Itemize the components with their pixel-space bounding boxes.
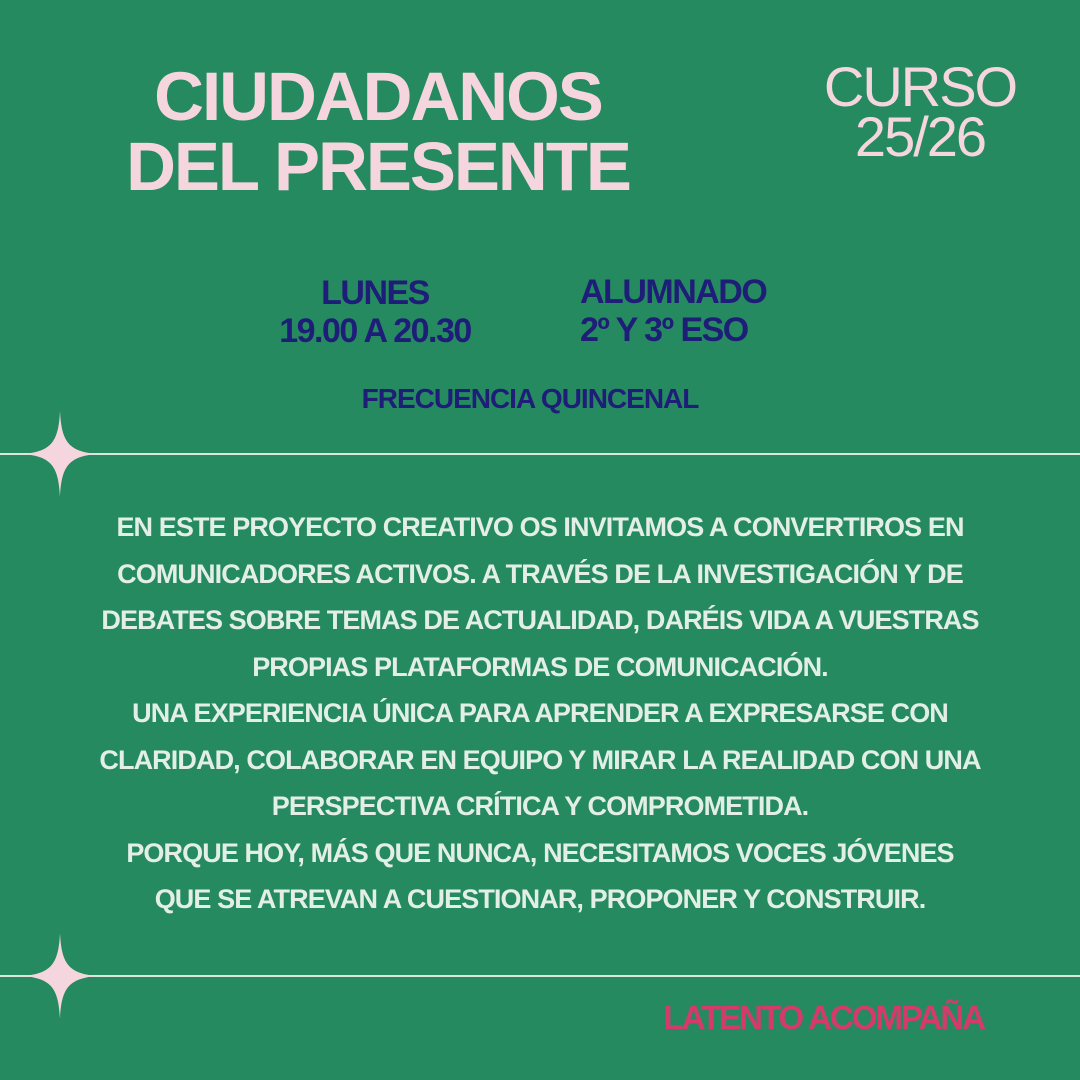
schedule-block [255,274,495,350]
audience-value: 2º Y 3º ESO [580,311,748,349]
description-line: DEBATES SOBRE TEMAS DE ACTUALIDAD, DARÉIS VIDA A VUESTRAS [101,605,979,635]
schedule-day: LUNES [321,274,429,312]
divider-top [0,453,1080,455]
sparkle-icon [22,933,98,1019]
sparkle-icon [22,411,98,497]
schedule-time: 19.00 A 20.30 [279,312,471,350]
audience-label: ALUMNADO [580,273,767,311]
description [60,504,1020,923]
description-line: QUE SE ATREVAN A CUESTIONAR, PROPONER Y CONSTRUIR. [154,884,926,914]
description-line: EN ESTE PROYECTO CREATIVO OS INVITAMOS A CONVERTIROS EN [116,512,964,542]
title-line-2: DEL PRESENTE [126,128,630,205]
footer-brand: LATENTO ACOMPAÑA [663,999,984,1036]
description-line: UNA EXPERIENCIA ÚNICA PARA APRENDER A EXPRESARSE CON [132,698,948,728]
divider-bottom [0,975,1080,977]
audience-block [580,273,820,349]
description-line: PROPIAS PLATAFORMAS DE COMUNICACIÓN. [252,651,828,682]
title-line-1: CIUDADANOS [154,58,602,135]
course-word: CURSO [823,55,1017,118]
course-label [810,55,1030,168]
description-line: COMUNICADORES ACTIVOS. A TRAVÉS DE LA INVESTIGACIÓN Y DE [117,558,963,589]
page-title [118,58,638,205]
description-line: PORQUE HOY, MÁS QUE NUNCA, NECESITAMOS VOCES JÓVENES [126,837,954,868]
description-line: CLARIDAD, COLABORAR EN EQUIPO Y MIRAR LA REALIDAD CON UNA [99,744,981,775]
course-year: 25/26 [854,105,986,168]
frequency-label: FRECUENCIA QUINCENAL [361,383,699,414]
description-line: PERSPECTIVA CRÍTICA Y COMPROMETIDA. [271,791,809,821]
